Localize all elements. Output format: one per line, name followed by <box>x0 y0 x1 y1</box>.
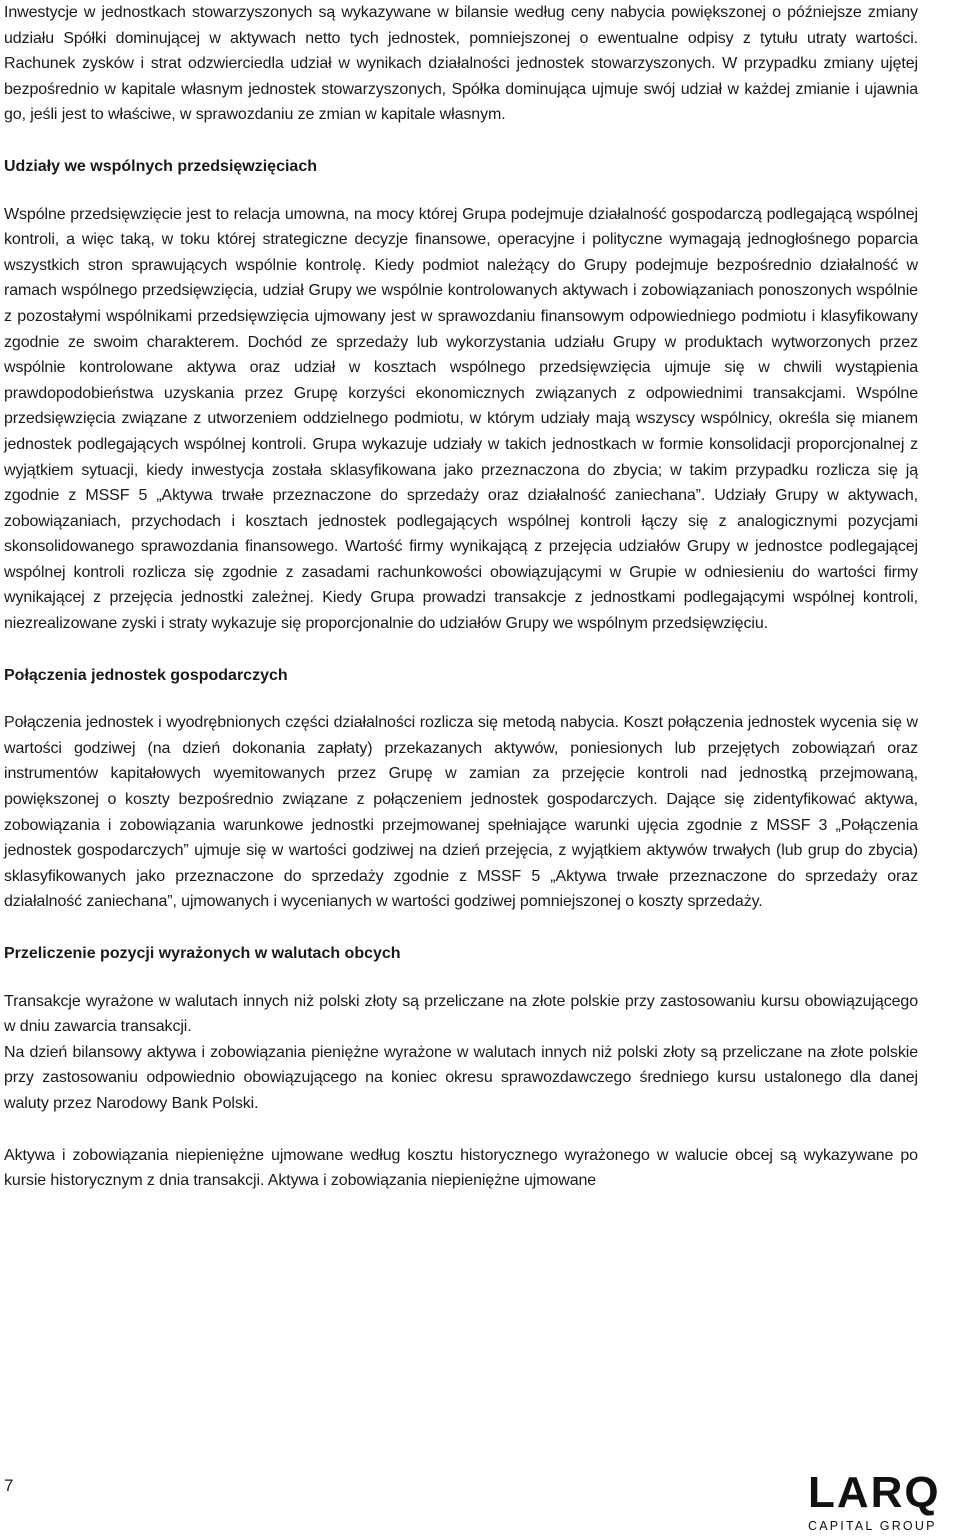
paragraph-foreign-currency-2: Na dzień bilansowy aktywa i zobowiązania pieniężne wyrażone w walutach innych niż polski złoty są przeliczane na złote polskie przy zastosowaniu odpowiednio obowiązującego na koniec okresu sprawozdawczego średniego kursu ustalonego dla danej waluty przez Narodowy Bank Polski. <box>4 1043 918 1112</box>
document-page <box>4 0 918 1194</box>
heading-business-combinations: Połączenia jednostek gospodarczych <box>4 666 288 684</box>
page-number: 7 <box>4 1476 14 1495</box>
heading-joint-ventures: Udziały we wspólnych przedsięwzięciach <box>4 157 317 175</box>
logo-tagline: CAPITAL GROUP <box>808 1519 937 1533</box>
logo-wordmark: LARQ <box>808 1468 941 1517</box>
intro-paragraph: Inwestycje w jednostkach stowarzyszonych są wykazywane w bilansie według ceny nabycia powiększonej o późniejsze zmiany udziału Spółki dominującej w aktywach netto tych jednostek, pomniejszonej o ewentualne odpisy z tytułu utraty wartości. Rachunek zysków i strat odzwierciedla udział w wynikach działalności jednostek stowarzyszonych. W przypadku zmiany ujętej bezpośrednio w kapitale własnym jednostek stowarzyszonych, Spółka dominująca ujmuje swój udział w każdej zmianie i ujawnia go, jeśli jest to właściwe, w sprawozdaniu ze zmian w kapitale własnym. <box>4 4 918 124</box>
paragraph-business-combinations: Połączenia jednostek i wyodrębnionych części działalności rozlicza się metodą nabycia. Koszt połączenia jednostek wycenia się w wartości godziwej (na dzień dokonania zapłaty) przekazanych aktywów, poniesionych lub przejętych zobowiązań oraz instrumentów kapitałowych wyemitowanych przez Grupę w zamian za przejęcie kontroli nad jednostką przejmowaną, powiększonej o koszty bezpośrednio związane z połączeniem jednostek gospodarczych. Dające się zidentyfikować aktywa, zobowiązania i zobowiązania warunkowe jednostki przejmowanej spełniające warunki ujęcia zgodnie z MSSF 3 „Połączenia jednostek gospodarczych” ujmuje się w wartości godziwej na dzień przejęcia, z wyjątkiem aktywów trwałych (lub grup do zbycia) sklasyfikowanych jako przeznaczone do sprzedaży zgodnie z MSSF 5 „Aktywa trwałe przeznaczone do sprzedaży oraz działalność zaniechana”, ujmowanych i wycenianych w wartości godziwej pomniejszonej o koszty sprzedaży. <box>4 714 918 911</box>
heading-foreign-currency: Przeliczenie pozycji wyrażonych w walutach obcych <box>4 945 401 962</box>
paragraph-foreign-currency-1: Transakcje wyrażone w walutach innych niż polski złoty są przeliczane na złote polskie przy zastosowaniu kursu obowiązującego w dniu zawarcia transakcji. <box>4 992 918 1036</box>
larq-logo <box>808 1470 958 1536</box>
paragraph-foreign-currency-3: Aktywa i zobowiązania niepieniężne ujmowane według kosztu historycznego wyrażonego w walucie obcej są wykazywane po kursie historycznym z dnia transakcji. Aktywa i zobowiązania niepieniężne ujmowane <box>4 1146 918 1190</box>
paragraph-joint-ventures: Wspólne przedsięwzięcie jest to relacja umowna, na mocy której Grupa podejmuje działalność gospodarczą podlegającą wspólnej kontroli, a więc taką, w toku której strategiczne decyzje finansowe, operacyjne i polityczne wymagają jednogłośnego poparcia wszystkich stron sprawujących wspólnie kontrolę. Kiedy podmiot należący do Grupy podejmuje bezpośrednio działalność w ramach wspólnego przedsięwzięcia, udział Grupy we wspólnie kontrolowanych aktywach i zobowiązaniach ponoszonych wspólnie z pozostałymi wspólnikami przedsięwzięcia ujmowany jest w sprawozdaniu finansowym odpowiedniego podmiotu i klasyfikowany zgodnie ze swoim charakterem. Dochód ze sprzedaży lub wykorzystania udziału Grupy w produktach wytworzonych przez wspólnie kontrolowane aktywa oraz udział w kosztach wspólnego przedsięwzięcia ujmuje się w chwili wystąpienia prawdopodobieństwa uzyskania przez Grupę korzyści ekonomicznych związanych z odpowiednimi transakcjami. Wspólne przedsięwzięcia związane z utworzeniem oddzielnego podmiotu, w którym udziały mają wszyscy wspólnicy, określa się mianem jednostek podlegających wspólnej kontroli. Grupa wykazuje udziały w takich jednostkach w formie konsolidacji proporcjonalnej z wyjątkiem sytuacji, kiedy inwestycja została sklasyfikowana jako przeznaczona do zbycia; w takim przypadku rozlicza się ją zgodnie z MSSF 5 „Aktywa trwałe przeznaczone do sprzedaży oraz działalność zaniechana”. Udziały Grupy w aktywach, zobowiązaniach, przychodach i kosztach jednostek podlegających wspólnej kontroli łączy się z analogicznymi pozycjami skonsolidowanego sprawozdania finansowego. Wartość firmy wynikającą z przejęcia udziałów Grupy w jednostce podlegającej wspólnej kontroli rozlicza się zgodnie z zasadami rachunkowości obowiązującymi w Grupie w odniesieniu do wartości firmy wynikającej z przejęcia jednostki zależnej. Kiedy Grupa prowadzi transakcje z jednostkami podlegającymi wspólnej kontroli, niezrealizowane zyski i straty wykazuje się proporcjonalnie do udziałów Grupy we wspólnym przedsięwzięciu. <box>4 205 918 633</box>
